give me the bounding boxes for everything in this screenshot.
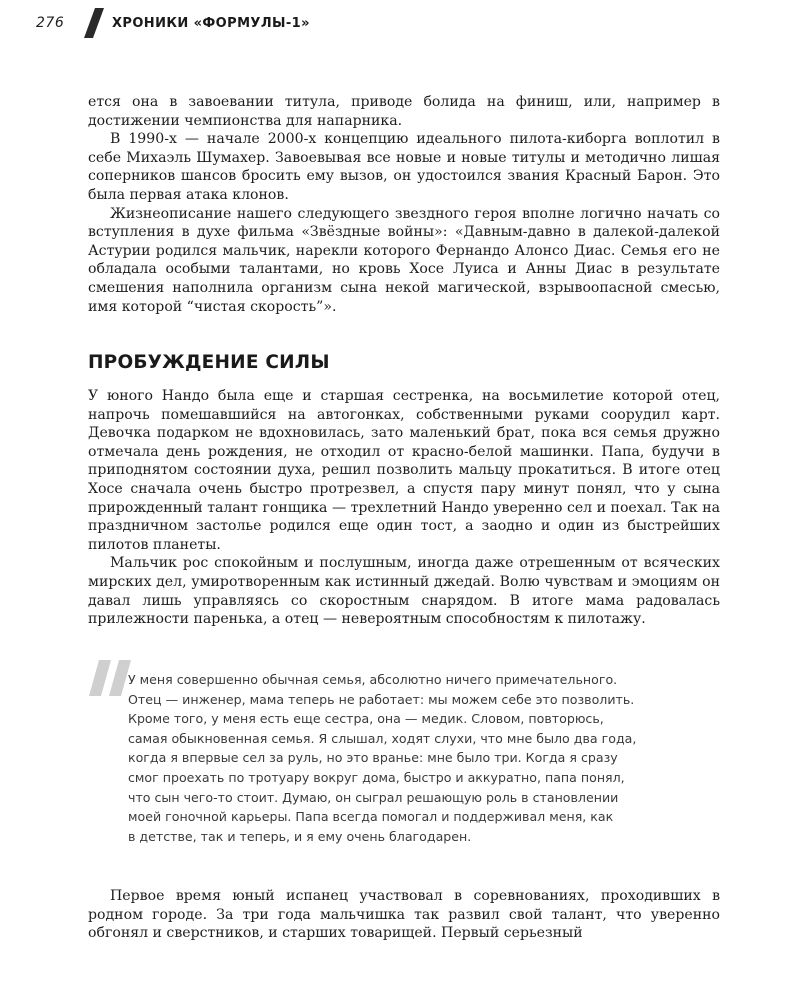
quote-line: когда я впервые сел за руль, но это вранье: мне было три. Когда я сразу [128,750,618,766]
quote-block [128,670,718,846]
closing-text [88,887,720,943]
running-header [36,6,756,36]
intro-text [88,93,720,316]
paragraph: Мальчик рос спокойным и послушным, иногда даже отрешенным от всяческих мирских дел, умиротворенным как истинный джедай. Волю чувствам и эмоциям он давал лишь управляясь со скоростным снарядом. В итоге мама радовалась прилежности паренька, а отец — невероятным способностям к пилотажу. [88,555,720,628]
paragraph: Жизнеописание нашего следующего звездного героя вполне логично начать со вступления в духе фильма «Звёздные войны»: «Давным-давно в далекой-далекой Астурии родился мальчик, нарекли которого Фернандо Алонсо Диас. Семья его не обладала особыми талантами, но кровь Хосе Луиса и Анны Диас в результате смешения наполнила организм сына некой магической, взрывоопасной смесью, имя которой “чистая скорость”». [88,205,720,315]
quote-line: У меня совершенно обычная семья, абсолютно ничего примечательного. [128,672,618,687]
section-heading: ПРОБУЖДЕНИЕ СИЛЫ [88,352,330,373]
header-slash-decoration [84,8,104,38]
quote-line: моей гоночной карьеры. Папа всегда помогал и поддерживал меня, как [128,809,614,825]
quote-line: в детстве, так и теперь, и я ему очень благодарен. [128,828,472,844]
quote-line: самая обыкновенная семья. Я слышал, ходят слухи, что мне было два года, [128,730,637,746]
running-header-title: ХРОНИКИ «ФОРМУЛЫ-1» [112,16,310,31]
paragraph: Первое время юный испанец участвовал в соревнованиях, проходивших в родном городе. За три года мальчишка так развил свой талант, что уверенно обгонял и сверстников, и старших товарищей. Первый серьезный [88,888,720,942]
quote-line: Кроме того, у меня есть еще сестра, она — медик. Словом, повторюсь, [128,711,604,727]
paragraph: У юного Нандо была еще и старшая сестренка, на восьмилетие которой отец, напрочь помешавшийся на автогонках, собственными руками соорудил карт. Девочка подарком не вдохновилась, зато маленький брат, пока вся семья дружно отмечала день рождения, не отходил от красно-белой машинки. Папа, будучи в приподнятом состоянии духа, решил позволить мальцу прокатиться. В итоге отец Хосе сначала очень быстро протрезвел, а спустя пару минут понял, что у сына прирожденный талант гонщика — трехлетний Нандо уверенно сел и поехал. Так на праздничном застолье родился еще один тост, а заодно и один из быстрейших пилотов планеты. [88,388,720,553]
section-text [88,387,720,629]
quote-line: Отец — инженер, мама теперь не работает: мы можем себе это позволить. [128,691,635,707]
page-number: 276 [36,15,65,31]
quote-mark-icon [86,660,132,696]
quote-line: смог проехать по тротуару вокруг дома, быстро и аккуратно, папа понял, [128,769,625,785]
quote-line: что сын чего-то стоит. Думаю, он сыграл решающую роль в становлении [128,789,619,805]
paragraph: В 1990-х — начале 2000-х концепцию идеального пилота-киборга воплотил в себе Михаэль Шумахер. Завоевывая все новые и новые титулы и методично лишая соперников шансов бросить ему вызов, он удостоился звания Красный Барон. Это была первая атака клонов. [88,131,720,203]
paragraph: ется она в завоевании титула, приводе болида на финиш, или, например в достижении чемпионства для напарника. [88,94,720,129]
